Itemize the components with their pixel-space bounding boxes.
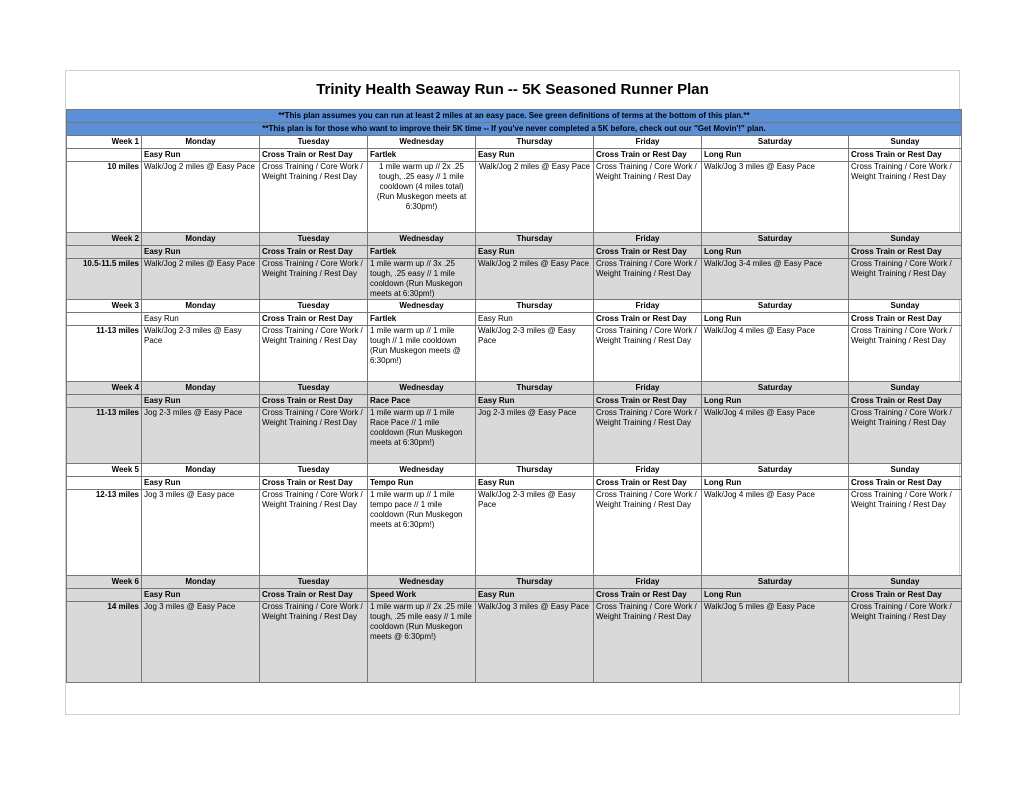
workout-type-cell: Cross Train or Rest Day	[594, 149, 702, 162]
workout-detail-row	[67, 408, 962, 464]
workout-detail-cell: 1 mile warm up // 2x .25 tough, .25 easy // 1 mile cooldown (4 miles total) (Run Muskegon meets at 6:30pm!)	[368, 162, 476, 233]
workout-type-cell: Tempo Run	[368, 477, 476, 490]
workout-type-cell: Fartlek	[368, 313, 476, 326]
workout-type-cell: Long Run	[702, 246, 849, 259]
workout-detail-cell: 1 mile warm up // 1 mile tempo pace // 1 mile cooldown (Run Muskegon meets at 6:30pm!)	[368, 490, 476, 576]
blank-cell	[67, 149, 142, 162]
day-header: Tuesday	[260, 136, 368, 149]
workout-type-cell: Cross Train or Rest Day	[594, 313, 702, 326]
workout-detail-cell: Walk/Jog 4 miles @ Easy Pace	[702, 490, 849, 576]
day-header: Friday	[594, 136, 702, 149]
day-header: Wednesday	[368, 300, 476, 313]
workout-type-cell: Fartlek	[368, 149, 476, 162]
day-header: Saturday	[702, 300, 849, 313]
workout-type-cell: Easy Run	[476, 477, 594, 490]
day-header: Thursday	[476, 136, 594, 149]
blank-cell	[67, 589, 142, 602]
workout-detail-cell: Cross Training / Core Work / Weight Training / Rest Day	[260, 259, 368, 300]
day-header: Wednesday	[368, 382, 476, 395]
workout-type-cell: Easy Run	[142, 589, 260, 602]
workout-detail-cell: Walk/Jog 5 miles @ Easy Pace	[702, 602, 849, 683]
workout-detail-cell: 1 mile warm up // 3x .25 tough, .25 easy // 1 mile cooldown (Run Muskegon meets at 6:30pm!)	[368, 259, 476, 300]
weekly-miles: 12-13 miles	[67, 490, 142, 576]
workout-detail-cell: Jog 3 miles @ Easy Pace	[142, 602, 260, 683]
workout-type-cell: Cross Train or Rest Day	[594, 477, 702, 490]
day-header: Monday	[142, 136, 260, 149]
workout-detail-cell: Walk/Jog 4 miles @ Easy Pace	[702, 326, 849, 382]
day-header: Monday	[142, 382, 260, 395]
workout-type-cell: Cross Train or Rest Day	[849, 477, 962, 490]
workout-detail-cell: Jog 2-3 miles @ Easy Pace	[476, 408, 594, 464]
workout-detail-row	[67, 162, 962, 233]
workout-type-cell: Easy Run	[142, 149, 260, 162]
workout-type-cell: Easy Run	[142, 477, 260, 490]
day-header: Saturday	[702, 382, 849, 395]
day-header: Sunday	[849, 382, 962, 395]
day-header: Thursday	[476, 464, 594, 477]
workout-type-cell: Cross Train or Rest Day	[594, 246, 702, 259]
workout-detail-row	[67, 490, 962, 576]
workout-type-cell: Easy Run	[142, 313, 260, 326]
plan-sheet	[65, 70, 960, 715]
blank-cell	[67, 477, 142, 490]
day-header: Sunday	[849, 464, 962, 477]
day-header: Monday	[142, 300, 260, 313]
day-header: Saturday	[702, 464, 849, 477]
plan-note: **This plan is for those who want to improve their 5K time -- If you've never completed a 5K before, check out our "Get Movin'!" plan.	[67, 123, 962, 136]
weekly-miles: 10.5-11.5 miles	[67, 259, 142, 300]
day-header: Tuesday	[260, 382, 368, 395]
workout-type-cell: Easy Run	[476, 589, 594, 602]
workout-type-row	[67, 395, 962, 408]
workout-detail-cell: Walk/Jog 4 miles @ Easy Pace	[702, 408, 849, 464]
workout-detail-cell: Cross Training / Core Work / Weight Training / Rest Day	[260, 326, 368, 382]
workout-type-cell: Cross Train or Rest Day	[260, 395, 368, 408]
workout-type-cell: Cross Train or Rest Day	[260, 246, 368, 259]
workout-type-cell: Long Run	[702, 149, 849, 162]
workout-type-cell: Easy Run	[476, 149, 594, 162]
day-header: Monday	[142, 464, 260, 477]
workout-type-row	[67, 246, 962, 259]
weekly-miles: 14 miles	[67, 602, 142, 683]
workout-type-row	[67, 313, 962, 326]
plan-note: **This plan assumes you can run at least 2 miles at an easy pace. See green definitions of terms at the bottom of this plan.**	[67, 110, 962, 123]
blank-cell	[67, 246, 142, 259]
workout-detail-cell: Cross Training / Core Work / Weight Training / Rest Day	[594, 490, 702, 576]
workout-type-cell: Easy Run	[142, 395, 260, 408]
note-row	[67, 123, 962, 136]
weekly-miles: 10 miles	[67, 162, 142, 233]
day-header: Monday	[142, 233, 260, 246]
week-header-row	[67, 233, 962, 246]
workout-detail-cell: Walk/Jog 2 miles @ Easy Pace	[476, 162, 594, 233]
day-header: Sunday	[849, 136, 962, 149]
day-header: Tuesday	[260, 233, 368, 246]
week-header-row	[67, 136, 962, 149]
workout-detail-cell: Cross Training / Core Work / Weight Training / Rest Day	[260, 490, 368, 576]
workout-type-cell: Long Run	[702, 477, 849, 490]
day-header: Friday	[594, 576, 702, 589]
workout-detail-cell: 1 mile warm up // 1 mile Race Pace // 1 mile cooldown (Run Muskegon meets at 6:30pm!)	[368, 408, 476, 464]
day-header: Saturday	[702, 576, 849, 589]
workout-type-cell: Cross Train or Rest Day	[849, 149, 962, 162]
note-row	[67, 110, 962, 123]
workout-type-cell: Fartlek	[368, 246, 476, 259]
day-header: Thursday	[476, 233, 594, 246]
workout-detail-cell: 1 mile warm up // 1 mile tough // 1 mile cooldown (Run Muskegon meets @ 6:30pm!)	[368, 326, 476, 382]
day-header: Saturday	[702, 136, 849, 149]
day-header: Wednesday	[368, 136, 476, 149]
workout-type-cell: Cross Train or Rest Day	[849, 313, 962, 326]
day-header: Thursday	[476, 576, 594, 589]
day-header: Tuesday	[260, 300, 368, 313]
week-header-row	[67, 300, 962, 313]
weekly-miles: 11-13 miles	[67, 408, 142, 464]
workout-detail-cell: Walk/Jog 3 miles @ Easy Pace	[476, 602, 594, 683]
week-label: Week 3	[67, 300, 142, 313]
page-title: Trinity Health Seaway Run -- 5K Seasoned Runner Plan	[316, 81, 709, 98]
week-header-row	[67, 382, 962, 395]
workout-type-cell: Easy Run	[476, 313, 594, 326]
week-header-row	[67, 464, 962, 477]
workout-type-cell: Long Run	[702, 589, 849, 602]
workout-detail-cell: Walk/Jog 2-3 miles @ Easy Pace	[476, 326, 594, 382]
day-header: Wednesday	[368, 576, 476, 589]
day-header: Thursday	[476, 300, 594, 313]
day-header: Monday	[142, 576, 260, 589]
workout-detail-cell: Cross Training / Core Work / Weight Training / Rest Day	[849, 259, 962, 300]
day-header: Sunday	[849, 576, 962, 589]
workout-type-cell: Cross Train or Rest Day	[260, 589, 368, 602]
training-plan-table	[66, 109, 962, 683]
workout-type-cell: Cross Train or Rest Day	[594, 395, 702, 408]
workout-type-cell: Cross Train or Rest Day	[260, 313, 368, 326]
workout-type-row	[67, 477, 962, 490]
workout-type-row	[67, 589, 962, 602]
workout-detail-cell: Cross Training / Core Work / Weight Training / Rest Day	[849, 408, 962, 464]
workout-detail-cell: 1 mile warm up // 2x .25 mile tough, .25 mile easy // 1 mile cooldown (Run Muskegon meets @ 6:30pm!)	[368, 602, 476, 683]
day-header: Friday	[594, 464, 702, 477]
day-header: Tuesday	[260, 464, 368, 477]
workout-detail-cell: Walk/Jog 2-3 miles @ Easy Pace	[142, 326, 260, 382]
workout-detail-cell: Cross Training / Core Work / Weight Training / Rest Day	[594, 259, 702, 300]
workout-detail-cell: Jog 3 miles @ Easy pace	[142, 490, 260, 576]
workout-detail-cell: Cross Training / Core Work / Weight Training / Rest Day	[594, 602, 702, 683]
day-header: Wednesday	[368, 464, 476, 477]
day-header: Friday	[594, 233, 702, 246]
workout-detail-cell: Cross Training / Core Work / Weight Training / Rest Day	[849, 326, 962, 382]
day-header: Wednesday	[368, 233, 476, 246]
workout-detail-row	[67, 602, 962, 683]
day-header: Friday	[594, 300, 702, 313]
workout-type-cell: Long Run	[702, 313, 849, 326]
day-header: Sunday	[849, 233, 962, 246]
workout-detail-row	[67, 259, 962, 300]
workout-detail-cell: Jog 2-3 miles @ Easy Pace	[142, 408, 260, 464]
workout-type-cell: Cross Train or Rest Day	[849, 246, 962, 259]
workout-type-cell: Cross Train or Rest Day	[260, 477, 368, 490]
workout-detail-cell: Cross Training / Core Work / Weight Training / Rest Day	[260, 162, 368, 233]
day-header: Friday	[594, 382, 702, 395]
workout-type-cell: Cross Train or Rest Day	[594, 589, 702, 602]
workout-detail-cell: Cross Training / Core Work / Weight Training / Rest Day	[849, 162, 962, 233]
weekly-miles: 11-13 miles	[67, 326, 142, 382]
workout-type-cell: Long Run	[702, 395, 849, 408]
workout-detail-cell: Walk/Jog 2-3 miles @ Easy Pace	[476, 490, 594, 576]
workout-detail-cell: Cross Training / Core Work / Weight Training / Rest Day	[260, 602, 368, 683]
workout-type-cell: Cross Train or Rest Day	[260, 149, 368, 162]
workout-detail-cell: Cross Training / Core Work / Weight Training / Rest Day	[260, 408, 368, 464]
day-header: Saturday	[702, 233, 849, 246]
workout-detail-cell: Cross Training / Core Work / Weight Training / Rest Day	[594, 162, 702, 233]
blank-cell	[67, 313, 142, 326]
blank-cell	[67, 395, 142, 408]
workout-type-cell: Easy Run	[476, 246, 594, 259]
workout-type-row	[67, 149, 962, 162]
workout-detail-row	[67, 326, 962, 382]
workout-detail-cell: Walk/Jog 2 miles @ Easy Pace	[476, 259, 594, 300]
workout-detail-cell: Cross Training / Core Work / Weight Training / Rest Day	[594, 408, 702, 464]
workout-detail-cell: Cross Training / Core Work / Weight Training / Rest Day	[849, 602, 962, 683]
workout-type-cell: Easy Run	[476, 395, 594, 408]
week-label: Week 5	[67, 464, 142, 477]
workout-detail-cell: Walk/Jog 2 miles @ Easy Pace	[142, 162, 260, 233]
week-label: Week 2	[67, 233, 142, 246]
workout-detail-cell: Cross Training / Core Work / Weight Training / Rest Day	[594, 326, 702, 382]
workout-type-cell: Cross Train or Rest Day	[849, 589, 962, 602]
day-header: Sunday	[849, 300, 962, 313]
workout-type-cell: Speed Work	[368, 589, 476, 602]
week-label: Week 6	[67, 576, 142, 589]
workout-detail-cell: Walk/Jog 3-4 miles @ Easy Pace	[702, 259, 849, 300]
week-label: Week 1	[67, 136, 142, 149]
day-header: Thursday	[476, 382, 594, 395]
workout-detail-cell: Walk/Jog 3 miles @ Easy Pace	[702, 162, 849, 233]
workout-type-cell: Cross Train or Rest Day	[849, 395, 962, 408]
workout-detail-cell: Cross Training / Core Work / Weight Training / Rest Day	[849, 490, 962, 576]
workout-type-cell: Race Pace	[368, 395, 476, 408]
week-label: Week 4	[67, 382, 142, 395]
workout-type-cell: Easy Run	[142, 246, 260, 259]
day-header: Tuesday	[260, 576, 368, 589]
workout-detail-cell: Walk/Jog 2 miles @ Easy Pace	[142, 259, 260, 300]
week-header-row	[67, 576, 962, 589]
